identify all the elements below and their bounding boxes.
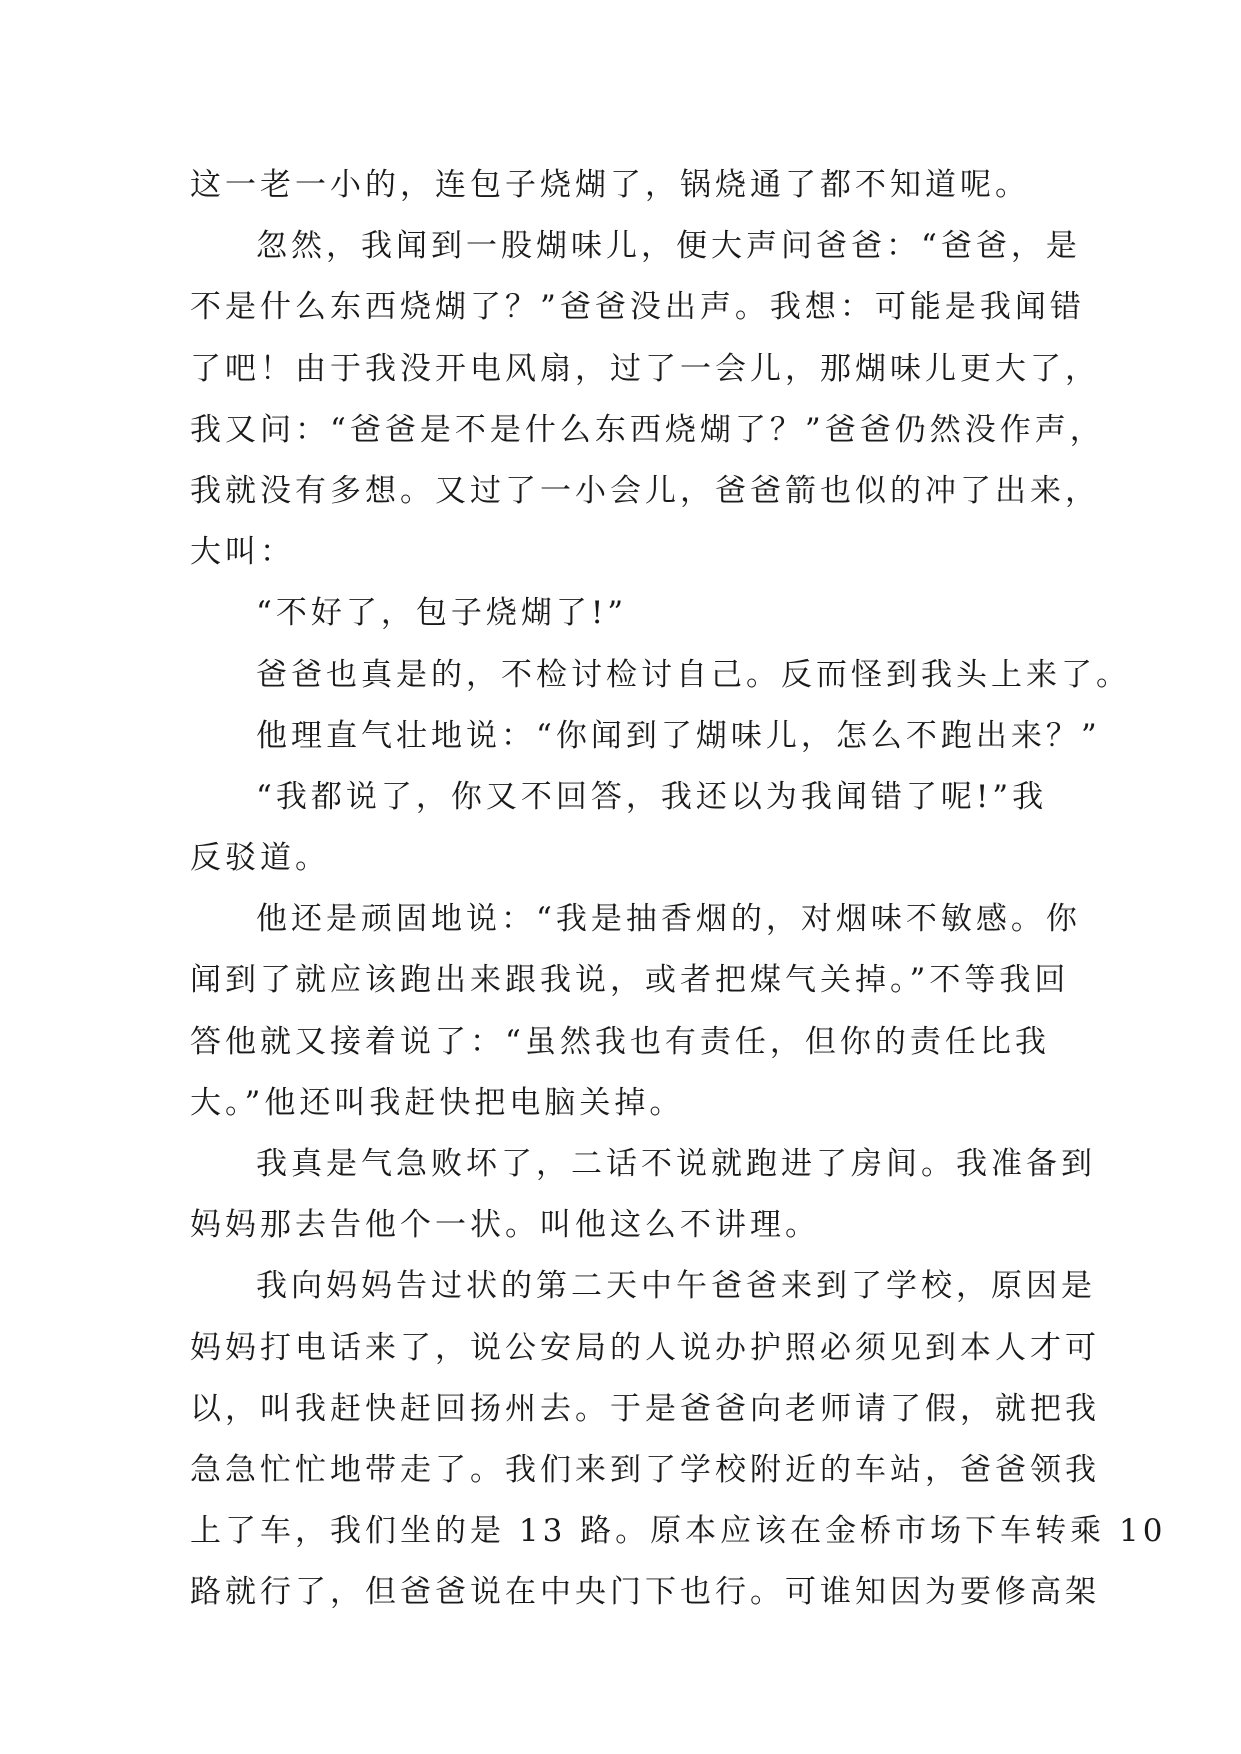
text-line: “我都说了，你又不回答，我还以为我闻错了呢!”我 bbox=[256, 778, 1048, 815]
text-line: 大叫： bbox=[190, 534, 295, 571]
text-line: 以，叫我赶快赶回扬州去。于是爸爸向老师请了假，就把我 bbox=[190, 1390, 1100, 1427]
text-line: 我真是气急败坏了，二话不说就跑进了房间。我准备到 bbox=[256, 1146, 1096, 1182]
text-line: 这一老一小的，连包子烧煳了，锅烧通了都不知道呢。 bbox=[190, 167, 1030, 203]
text-line: 反驳道。 bbox=[190, 840, 330, 877]
text-line: 我就没有多想。又过了一小会儿，爸爸箭也似的冲了出来， bbox=[190, 472, 1100, 509]
text-line: 急急忙忙地带走了。我们来到了学校附近的车站，爸爸领我 bbox=[190, 1451, 1100, 1488]
text-line: 他理直气壮地说：“你闻到了煳味儿，怎么不跑出来？” bbox=[256, 717, 1101, 754]
text-line: 不是什么东西烧煳了？”爸爸没出声。我想：可能是我闻错 bbox=[190, 289, 1085, 326]
text-line: “不好了，包子烧煳了!” bbox=[256, 595, 628, 632]
text-line: 我又问：“爸爸是不是什么东西烧煳了？”爸爸仍然没作声， bbox=[190, 411, 1105, 448]
text-line: 上了车，我们坐的是 13 路。原本应该在金桥市场下车转乘 10 bbox=[190, 1513, 1167, 1550]
text-line: 妈妈打电话来了，说公安局的人说办护照必须见到本人才可 bbox=[190, 1329, 1100, 1366]
text-line: 忽然，我闻到一股煳味儿，便大声问爸爸：“爸爸，是 bbox=[256, 228, 1081, 265]
text-line: 大。”他还叫我赶快把电脑关掉。 bbox=[190, 1084, 685, 1121]
text-line: 路就行了，但爸爸说在中央门下也行。可谁知因为要修高架 bbox=[190, 1574, 1100, 1611]
text-line: 妈妈那去告他个一状。叫他这么不讲理。 bbox=[190, 1207, 820, 1244]
text-line: 了吧！由于我没开电风扇，过了一会儿，那煳味儿更大了， bbox=[190, 350, 1100, 387]
text-line: 答他就又接着说了：“虽然我也有责任，但你的责任比我 bbox=[190, 1023, 1050, 1060]
text-line: 爸爸也真是的，不检讨检讨自己。反而怪到我头上来了。 bbox=[256, 656, 1131, 693]
text-line: 我向妈妈告过状的第二天中午爸爸来到了学校，原因是 bbox=[256, 1268, 1096, 1305]
text-line: 他还是顽固地说：“我是抽香烟的，对烟味不敏感。你 bbox=[256, 901, 1081, 938]
body-text bbox=[190, 155, 1167, 1624]
text-line: 闻到了就应该跑出来跟我说，或者把煤气关掉。”不等我回 bbox=[190, 962, 1070, 999]
